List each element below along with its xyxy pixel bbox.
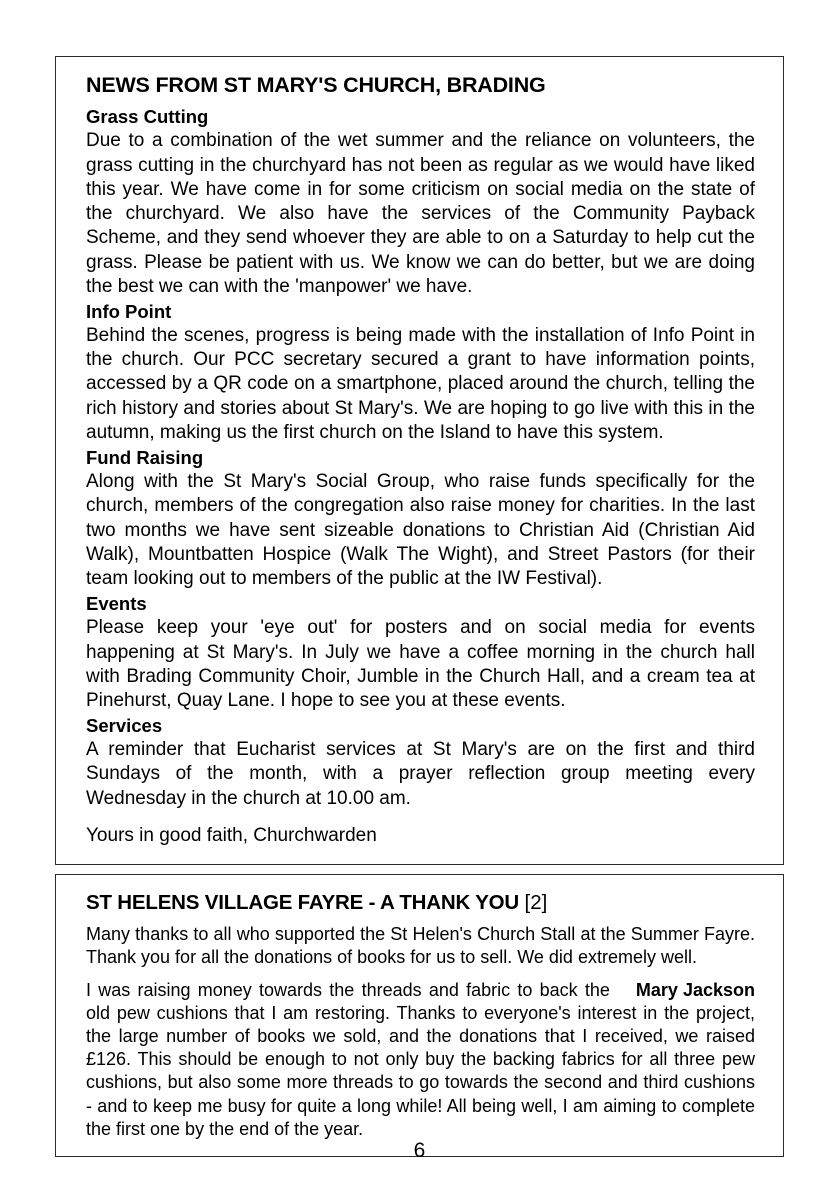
- section-heading-events: Events: [86, 593, 147, 615]
- section-text-events: Please keep your 'eye out' for posters and on social media for events happening at St Mary's. In July we have a coffee morning in the church hall with Brading Community Choir, Jumble in the Church Hall, and a cream tea at Pinehurst, Quay Lane. I hope to see you at these events.: [86, 617, 755, 711]
- section-text-services: A reminder that Eucharist services at St Mary's are on the first and third Sundays of the month, with a prayer reflection group meeting every Wednesday in the church at 10.00 am.: [86, 739, 755, 809]
- news-panel-title: NEWS FROM ST MARY'S CHURCH, BRADING: [86, 73, 546, 97]
- section-heading-fund-raising: Fund Raising: [86, 447, 204, 469]
- thank-you-paragraph-1: Many thanks to all who supported the St Helen's Church Stall at the Summer Fayre. Thank you for all the donations of books for us to sell. We did extremely well.: [86, 924, 755, 968]
- thank-you-panel-title: [86, 891, 755, 915]
- section-heading-grass-cutting: Grass Cutting: [86, 106, 209, 128]
- thank-you-panel: [55, 874, 784, 1157]
- section-heading-info-point: Info Point: [86, 300, 172, 322]
- section-heading-services: Services: [86, 715, 163, 737]
- section-text-grass-cutting: Due to a combination of the wet summer and the reliance on volunteers, the grass cutting in the churchyard has not been as regular as we would have liked this year. We have come in for some criticism on social media on the state of the churchyard. We also have the services of the Community Payback Scheme, and they send whoever they are able to on a Saturday to help cut the grass. Please be patient with us. We know we can do better, but we are doing the best we can with the 'manpower' we have.: [86, 130, 755, 297]
- thank-you-paragraph-2: I was raising money towards the threads and fabric to back the old pew cushions that I am restoring. Thanks to everyone's interest in the project, the large number of books we sold, and the donations that I received, we raised £126. This should be enough to not only buy the backing fabrics for all three pew cushions, but also some more threads to go towards the second and third cushions - and to keep me busy for quite a long while! All being well, I am aiming to complete the first one by the end of the year.: [86, 979, 755, 1139]
- news-panel: [55, 56, 784, 865]
- thank-you-title-suffix: [2]: [524, 891, 548, 915]
- section-text-info-point: Behind the scenes, progress is being made with the installation of Info Point in the church. Our PCC secretary secured a grant to have information points, accessed by a QR code on a smartphone, placed around the church, telling the rich history and stories about St Mary's. We are hoping to go live with this in the autumn, making us the first church on the Island to have this system.: [86, 325, 755, 443]
- thank-you-title-main: ST HELENS VILLAGE FAYRE - A THANK YOU: [86, 891, 525, 915]
- page-number: 6: [413, 1139, 426, 1162]
- thank-you-paragraph-2-block: [86, 979, 755, 1141]
- section-text-fund-raising: Along with the St Mary's Social Group, who raise funds specifically for the church, members of the congregation also raise money for charities. In the last two months we have sent sizeable donations to Christian Aid (Christian Aid Walk), Mountbatten Hospice (Walk The Wight), and Street Pastors (for their team looking out to members of the public at the IW Festival).: [86, 471, 755, 589]
- thank-you-attribution: Mary Jackson: [635, 979, 755, 1000]
- news-panel-signoff: Yours in good faith, Churchwarden: [86, 824, 377, 846]
